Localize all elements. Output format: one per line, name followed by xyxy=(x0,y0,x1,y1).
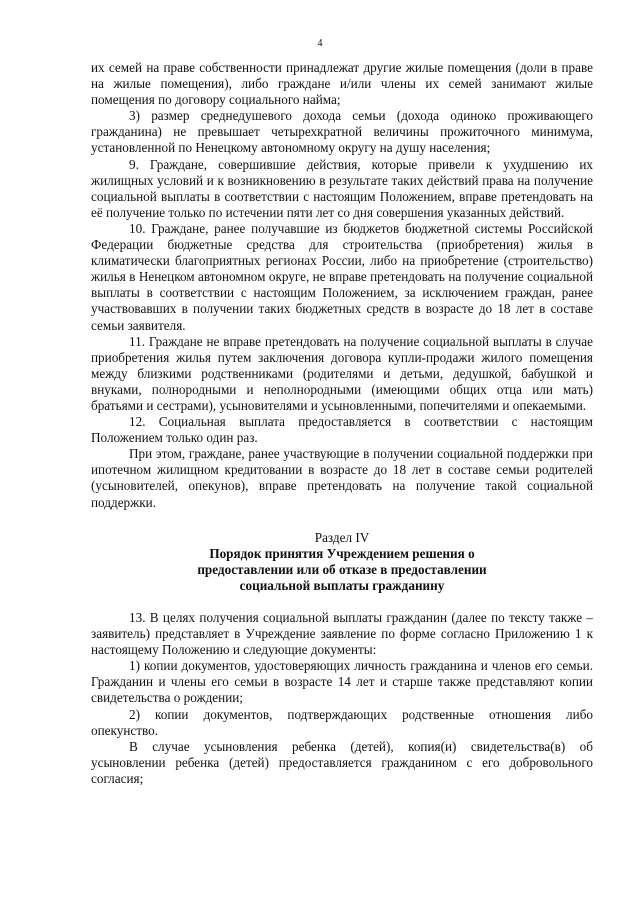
spacer xyxy=(91,594,593,610)
section-title-line: предоставлении или об отказе в предоставлении xyxy=(197,561,487,577)
paragraph: 11. Граждане не вправе претендовать на получение социальной выплаты в случае приобретения жилья путем заключения договора купли-продажи жилого помещения между близкими родственниками (родителями и детьми, дедушкой, бабушкой и внуками, полнородными и неполнородными (имеющими общих отца или мать) братьями и сестрами), усыновителями и усыновленными, попечителями и опекаемыми. xyxy=(91,333,593,413)
paragraph: 3) размер среднедушевого дохода семьи (дохода одиноко проживающего гражданина) не превышает четырехкратной величины прожиточного минимума, установленной по Ненецкому автономному округу на душу населения; xyxy=(91,108,593,156)
section-title-line: социальной выплаты гражданину xyxy=(239,577,445,593)
paragraph: 1) копии документов, удостоверяющих личность гражданина и членов его семьи. Гражданин и члены его семьи в возрасте 14 лет и старше также представляют копии свидетельства о рождении; xyxy=(91,658,593,706)
paragraphs-bottom xyxy=(91,610,593,787)
paragraph: В случае усыновления ребенка (детей), копия(и) свидетельства(в) об усыновлении ребенка (детей) предоставляется гражданином с его добровольного согласия; xyxy=(91,738,593,786)
paragraph: 10. Граждане, ранее получавшие из бюджетов бюджетной системы Российской Федерации бюджетные средства для строительства (приобретения) жилья в климатически благоприятных регионах России, либо на приобретение (строительство) жилья в Ненецком автономном округе, не вправе претендовать на получение социальной выплаты в соответствии с настоящим Положением, за исключением граждан, ранее участвовавших в получении таких бюджетных средств в возрасте до 18 лет в составе семьи заявителя. xyxy=(91,220,593,333)
paragraph: 2) копии документов, подтверждающих родственные отношения либо опекунство. xyxy=(91,706,593,738)
paragraph: 12. Социальная выплата предоставляется в соответствии с настоящим Положением только один раз. xyxy=(91,414,593,446)
paragraph: 13. В целях получения социальной выплаты гражданин (далее по тексту также – заявитель) представляет в Учреждение заявление по форме согласно Приложению 1 к настоящему Положению и следующие документы: xyxy=(91,610,593,658)
section-title-line: Порядок принятия Учреждением решения о xyxy=(209,545,475,561)
page-number: 4 xyxy=(317,38,323,49)
section-title xyxy=(91,546,593,594)
document-body xyxy=(91,60,593,787)
paragraph: При этом, граждане, ранее участвующие в получении социальной поддержки при ипотечном жилищном кредитовании в возрасте до 18 лет в составе семьи родителей (усыновителей, опекунов), вправе претендовать на получение такой социальной поддержки. xyxy=(91,446,593,510)
paragraph: 9. Граждане, совершившие действия, которые привели к ухудшению их жилищных условий и к возникновению в результате таких действий права на получение социальной выплаты в соответствии с настоящим Положением, вправе претендовать на её получение только по истечении пяти лет со дня совершения указанных действий. xyxy=(91,156,593,220)
section-label: Раздел IV xyxy=(314,529,370,545)
paragraphs-top xyxy=(91,60,593,511)
paragraph: их семей на праве собственности принадлежат другие жилые помещения (доли в праве на жилые помещения), либо граждане и/или члены их семей занимают жилые помещения по договору социального найма; xyxy=(91,60,593,108)
